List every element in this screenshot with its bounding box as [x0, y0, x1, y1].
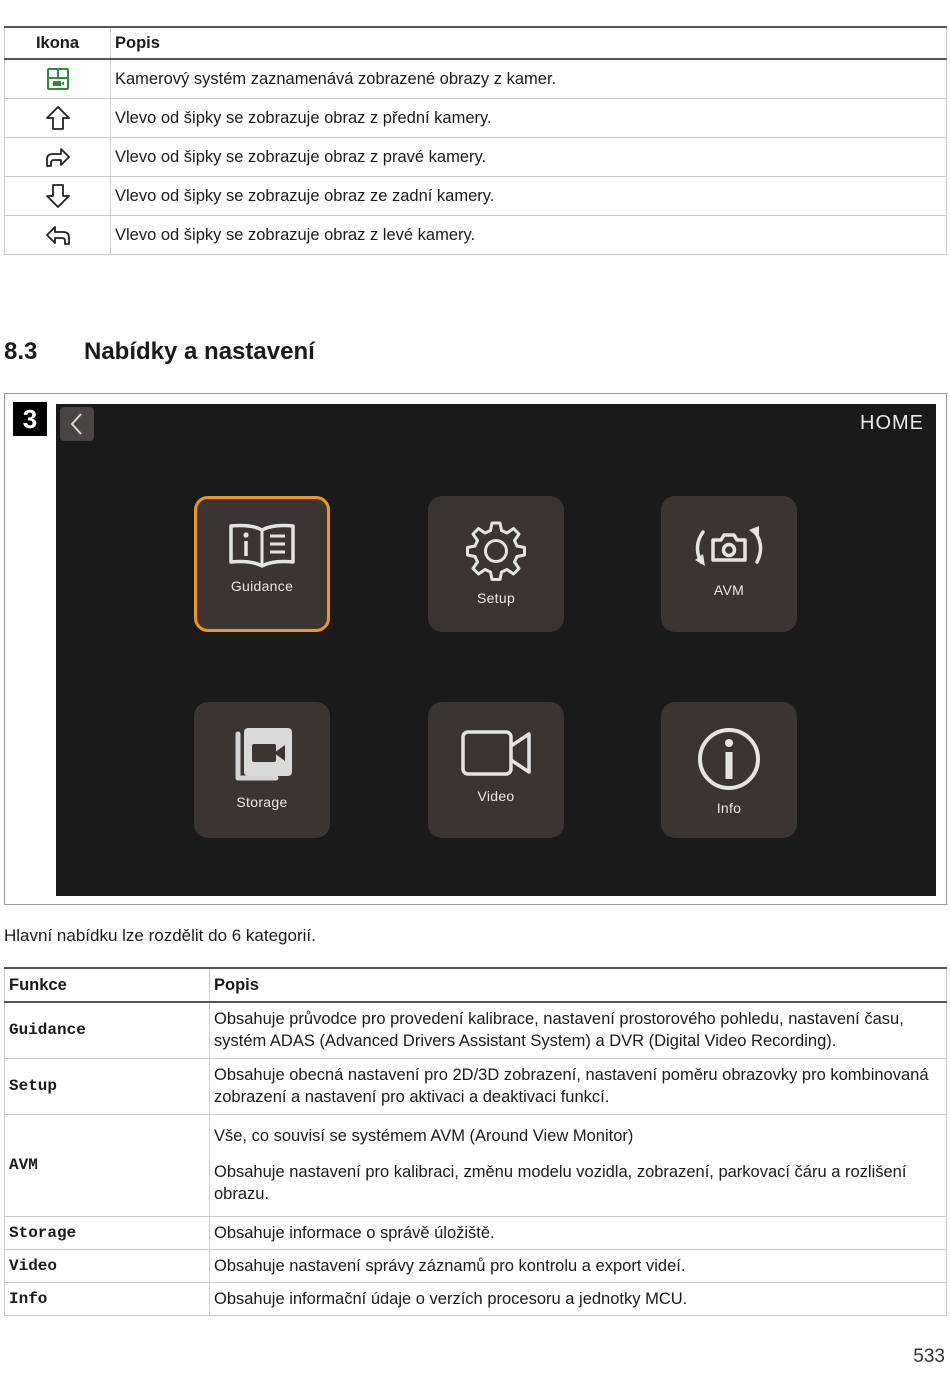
table-row: [5, 1282, 947, 1315]
desc-paragraph: Obsahuje průvodce pro provedení kalibrace, nastavení prostorového pohledu, nastavení času, systém ADAS (Advanced Drivers Assistant System) a DVR (Digital Video Recording).: [214, 1010, 904, 1051]
row-desc: Vlevo od šipky se zobrazuje obraz z levé kamery.: [111, 216, 947, 255]
arrow-down-icon: [45, 183, 71, 209]
guidance-tile[interactable]: [194, 496, 330, 632]
function-name: AVM: [5, 1114, 210, 1216]
screen-title: HOME: [860, 412, 924, 434]
table-row: [5, 1114, 947, 1216]
figure-label: 3: [13, 402, 47, 436]
arrow-up-icon: [45, 105, 71, 131]
book-icon: [227, 520, 297, 570]
section-heading: [4, 338, 315, 366]
table-row: [5, 216, 947, 255]
back-button[interactable]: [60, 407, 94, 441]
section-title: Nabídky a nastavení: [84, 338, 315, 365]
function-desc: [210, 1249, 947, 1282]
home-screen: [56, 404, 936, 896]
row-desc: Vlevo od šipky se zobrazuje obraz ze zadní kamery.: [111, 177, 947, 216]
table-row: [5, 138, 947, 177]
avm-tile[interactable]: [661, 496, 797, 632]
function-table: [4, 967, 947, 1316]
storage-label: Storage: [236, 794, 288, 810]
info-tile[interactable]: [661, 702, 797, 838]
screen-figure: [4, 393, 947, 905]
table-row: [5, 59, 947, 99]
desc-paragraph: Vše, co souvisí se systémem AVM (Around View Monitor): [214, 1127, 634, 1145]
storage-video-icon: [228, 726, 296, 786]
function-name: Info: [5, 1282, 210, 1315]
desc-column-header: Popis: [111, 27, 947, 59]
desc-column-header: Popis: [210, 968, 947, 1002]
desc-paragraph: Obsahuje obecná nastavení pro 2D/3D zobrazení, nastavení poměru obrazovky pro kombinovaná zobrazení a nastavení pro aktivaci a deaktivaci funkcí.: [214, 1066, 929, 1106]
table-row: [5, 1002, 947, 1058]
arrow-left-icon: [45, 222, 71, 248]
info-icon: [696, 726, 762, 792]
row-desc: Vlevo od šipky se zobrazuje obraz z pravé kamery.: [111, 138, 947, 177]
function-name: Setup: [5, 1058, 210, 1114]
setup-tile[interactable]: [428, 496, 564, 632]
icon-table: [4, 26, 947, 255]
camera-record-icon: [46, 67, 70, 91]
section-number: 8.3: [4, 338, 38, 365]
function-name: Guidance: [5, 1002, 210, 1058]
arrow-right-icon: [45, 144, 71, 170]
gear-icon: [463, 520, 529, 582]
function-name: Storage: [5, 1216, 210, 1249]
table-row: [5, 1216, 947, 1249]
table-row: [5, 1058, 947, 1114]
icon-table-header: [5, 27, 947, 59]
setup-label: Setup: [476, 590, 516, 606]
function-desc: [210, 1216, 947, 1249]
function-desc: [210, 1282, 947, 1315]
function-column-header: Funkce: [5, 968, 210, 1002]
video-tile[interactable]: [428, 702, 564, 838]
info-label: Info: [716, 800, 742, 816]
function-desc: [210, 1058, 947, 1114]
video-camera-icon: [459, 726, 533, 780]
page-number: 533: [913, 1346, 945, 1367]
desc-paragraph: Obsahuje nastavení pro kalibraci, změnu modelu vozidla, zobrazení, parkovací čáru a rozlišení obrazu.: [214, 1163, 907, 1203]
guidance-label: Guidance: [230, 578, 294, 594]
table-row: [5, 99, 947, 138]
desc-paragraph: Obsahuje informace o správě úložiště.: [214, 1223, 495, 1242]
camera-rotate-icon: [689, 520, 769, 574]
function-desc: [210, 1002, 947, 1058]
desc-paragraph: Obsahuje nastavení správy záznamů pro kontrolu a export videí.: [214, 1256, 686, 1275]
table-row: [5, 1249, 947, 1282]
function-name: Video: [5, 1249, 210, 1282]
intro-text: Hlavní nabídku lze rozdělit do 6 kategorií.: [4, 926, 316, 945]
avm-label: AVM: [713, 582, 745, 598]
video-label: Video: [477, 788, 515, 804]
chevron-left-icon: [68, 411, 86, 437]
row-desc: Vlevo od šipky se zobrazuje obraz z přední kamery.: [111, 99, 947, 138]
icon-column-header: Ikona: [5, 27, 111, 59]
function-desc: [210, 1114, 947, 1216]
function-table-header: [5, 968, 947, 1002]
desc-paragraph: Obsahuje informační údaje o verzích procesoru a jednotky MCU.: [214, 1289, 688, 1308]
storage-tile[interactable]: [194, 702, 330, 838]
table-row: [5, 177, 947, 216]
row-desc: Kamerový systém zaznamenává zobrazené obrazy z kamer.: [111, 59, 947, 99]
